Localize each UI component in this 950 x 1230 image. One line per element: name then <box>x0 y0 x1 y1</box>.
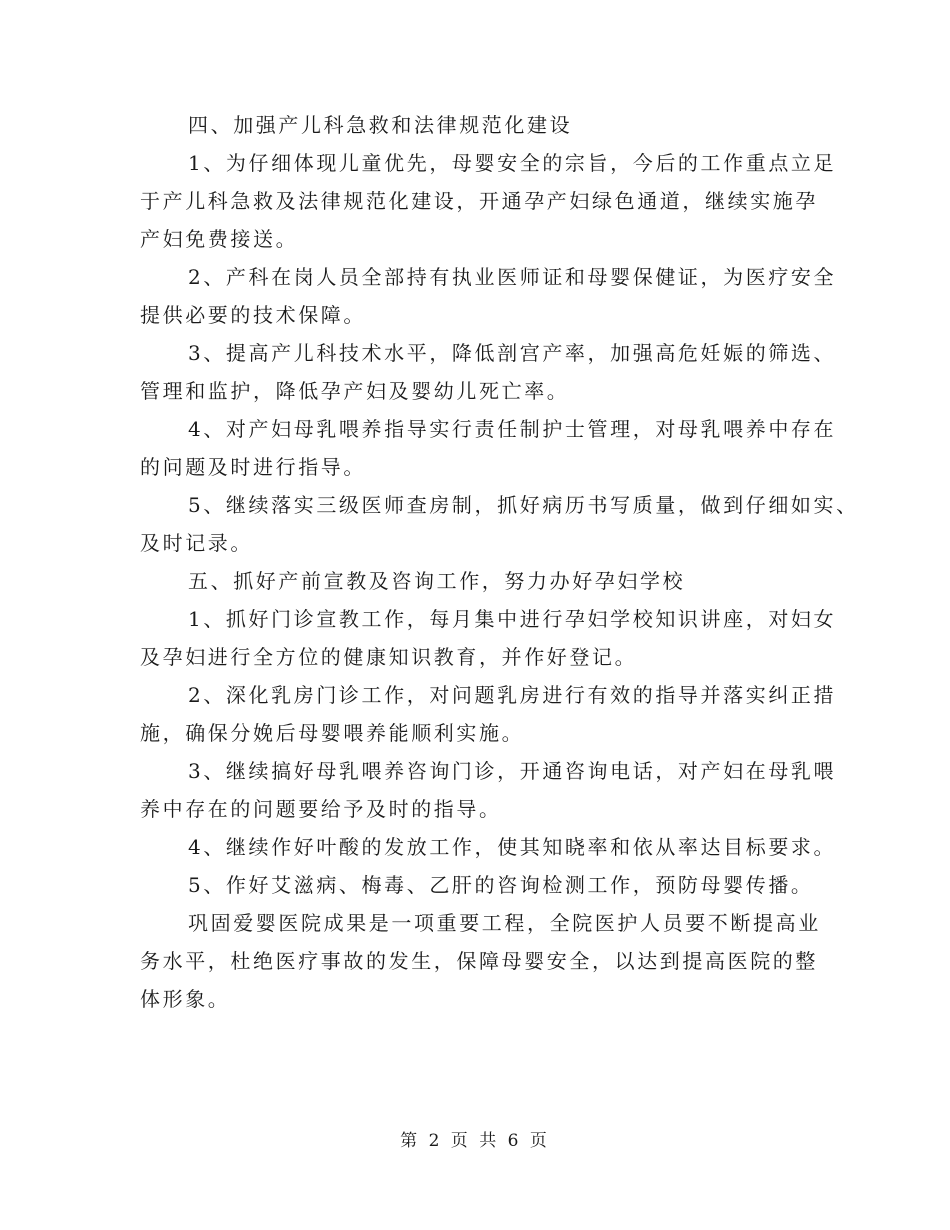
paragraph-line: 及孕妇进行全方位的健康知识教育，并作好登记。 <box>140 645 638 669</box>
paragraph-line: 5、作好艾滋病、梅毒、乙肝的咨询检测工作，预防母婴传播。 <box>188 873 814 897</box>
page-number-footer: 第 2 页 共 6 页 <box>400 1131 550 1151</box>
paragraph-line: 3、继续搞好母乳喂养咨询门诊，开通咨询电话，对产妇在母乳喂 <box>188 759 837 783</box>
paragraph-line: 2、深化乳房门诊工作，对问题乳房进行有效的指导并落实纠正措 <box>188 683 837 707</box>
paragraph-line: 巩固爱婴医院成果是一项重要工程，全院医护人员要不断提高业 <box>188 911 821 935</box>
paragraph-line: 管理和监护，降低孕产妇及婴幼儿死亡率。 <box>140 379 570 403</box>
paragraph-line: 1、抓好门诊宣教工作，每月集中进行孕妇学校知识讲座，对妇女 <box>188 607 837 631</box>
paragraph-line: 务水平，杜绝医疗事故的发生，保障母婴安全，以达到提高医院的整 <box>140 949 818 973</box>
paragraph-line: 产妇免费接送。 <box>140 227 299 251</box>
paragraph-line: 的问题及时进行指导。 <box>140 455 366 479</box>
paragraph-line: 4、对产妇母乳喂养指导实行责任制护士管理，对母乳喂养中存在 <box>188 417 837 441</box>
section-heading-4: 四、加强产儿科急救和法律规范化建设 <box>188 113 573 137</box>
paragraph-line: 于产儿科急救及法律规范化建设，开通孕产妇绿色通道，继续实施孕 <box>140 189 818 213</box>
paragraph-line: 提供必要的技术保障。 <box>140 303 366 327</box>
paragraph-line: 4、继续作好叶酸的发放工作，使其知晓率和依从率达目标要求。 <box>188 835 837 859</box>
paragraph-line: 1、为仔细体现儿童优先，母婴安全的宗旨，今后的工作重点立足 <box>188 151 837 175</box>
paragraph-line: 及时记录。 <box>140 531 253 555</box>
paragraph-line: 3、提高产儿科技术水平，降低剖宫产率，加强高危妊娠的筛选、 <box>188 341 837 365</box>
paragraph-line: 5、继续落实三级医师查房制，抓好病历书写质量，做到仔细如实、 <box>188 493 859 517</box>
paragraph-line: 体形象。 <box>140 987 231 1011</box>
paragraph-line: 2、产科在岗人员全部持有执业医师证和母婴保健证，为医疗安全 <box>188 265 837 289</box>
section-heading-5: 五、抓好产前宣教及咨询工作，努力办好孕妇学校 <box>188 569 686 593</box>
paragraph-line: 施，确保分娩后母婴喂养能顺利实施。 <box>140 721 525 745</box>
paragraph-line: 养中存在的问题要给予及时的指导。 <box>140 797 502 821</box>
